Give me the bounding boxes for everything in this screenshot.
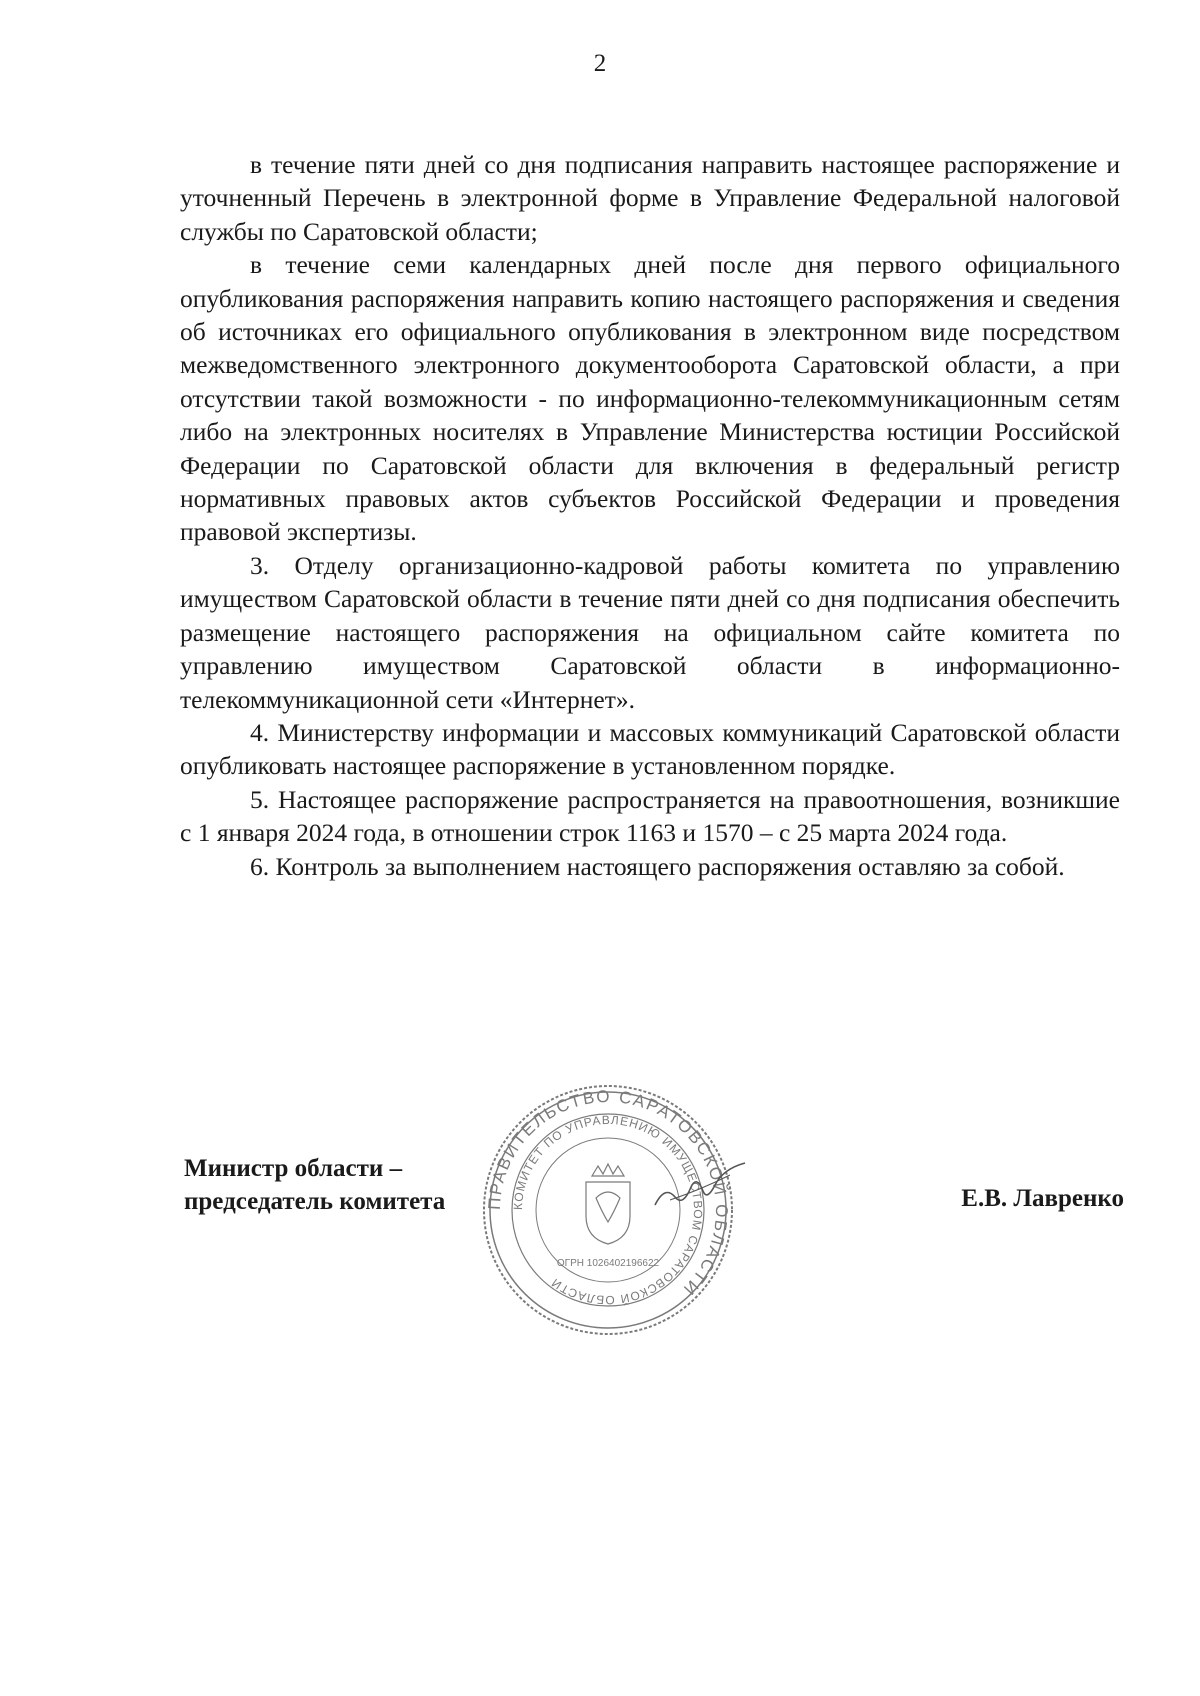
signatory-name: Е.В. Лавренко: [961, 1185, 1124, 1212]
paragraph-3: 3. Отделу организационно-кадровой работы комитета по управлению имуществом Саратовской области в течение пяти дней со дня подписания обеспечить размещение настоящего распоряжения на официальном сайте комитета по управлению имуществом Саратовской области в информационно-телекоммуникационной сети «Интернет».: [180, 550, 1120, 714]
paragraph-1: в течение пяти дней со дня подписания направить настоящее распоряжение и уточненный Перечень в электронной форме в Управление Федеральной налоговой службы по Саратовской области;: [180, 150, 1120, 246]
signatory-title: [184, 1152, 445, 1218]
handwritten-signature-icon: [650, 1160, 750, 1220]
page-number: 2: [593, 50, 607, 77]
seal-ogrn: ОГРН 1026402196622: [556, 1258, 660, 1269]
document-body: [180, 148, 1120, 883]
signatory-title-line2: председатель комитета: [184, 1188, 446, 1215]
seal-inner-text: КОМИТЕТ ПО УПРАВЛЕНИЮ ИМУЩЕСТВОМ САРАТОВСКОЙ ОБЛАСТИ: [510, 1112, 706, 1308]
paragraph-5: 5. Настоящее распоряжение распространяется на правоотношения, возникшие с 1 января 2024 года, в отношении строк 1163 и 1570 – с 25 марта 2024 года.: [180, 784, 1120, 848]
paragraph-2: в течение семи календарных дней после дня первого официального опубликования распоряжения направить копию настоящего распоряжения и сведения об источниках его официального опубликования в электронном виде посредством межведомственного электронного документооборота Саратовской области, а при отсутствии такой возможности - по информационно-телекоммуникационным сетям либо на электронных носителях в Управление Министерства юстиции Российской Федерации по Саратовской области для включения в федеральный регистр нормативных правовых актов субъектов Российской Федерации и проведения правовой экспертизы.: [180, 250, 1120, 547]
paragraph-6: 6. Контроль за выполнением настоящего распоряжения оставляю за собой.: [250, 851, 1065, 881]
signatory-title-line1: Министр области –: [184, 1155, 403, 1182]
paragraph-4: 4. Министерству информации и массовых коммуникаций Саратовской области опубликовать настоящее распоряжение в установленном порядке.: [180, 717, 1120, 781]
seal-outer-text: ПРАВИТЕЛЬСТВО САРАТОВСКОЙ ОБЛАСТИ: [484, 1086, 732, 1300]
